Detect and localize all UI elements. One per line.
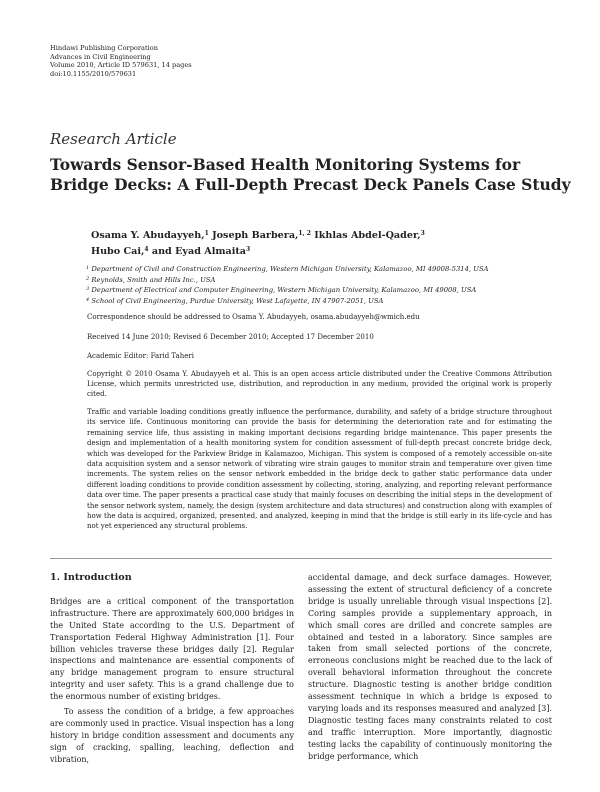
paragraph: Bridges are a critical component of the transportation infrastructure. There are approximately 600,000 bridges in the United State according to the U.S. Department of Transportation Federal Highway Administration [1]. Four billion vehicles traverse these bridges daily [2]. Regular inspections and maintenance are essential components of any bridge management program to ensure structural integrity and user safety. This is a grand challenge due to the enormous number of existing bridges. — [50, 596, 294, 702]
author-name: Ikhlas Abdel-Qader, — [310, 230, 421, 241]
journal-name: Advances in Civil Engineering — [50, 52, 151, 61]
author-affil: 1 — [204, 230, 209, 237]
author-list — [91, 228, 521, 259]
affiliation-number: 2 — [86, 275, 90, 282]
author-name: Hubo Cai, — [91, 245, 145, 257]
affiliation — [86, 264, 556, 275]
right-column — [308, 572, 552, 763]
affiliation — [86, 285, 556, 296]
correspondence: Correspondence should be addressed to Osama Y. Abudayyeh, osama.abudayyeh@wmich.edu — [87, 313, 420, 321]
doi: doi:10.1155/2010/579631 — [50, 69, 137, 78]
title-line-1: Towards Sensor-Based Health Monitoring Systems for — [50, 155, 521, 174]
paragraph: accidental damage, and deck surface damages. However, assessing the extent of structural deficiency of a concrete bridge is usually unreliable through visual inspections [2]. Coring samples provide a supplementary approach, in which small cores are drilled and concrete samples are obtained and tested in a laboratory. Since samples are taken from small selected portions of the concrete, erroneous conclusions might be reached due to the lack of overall behavioral information throughout the concrete structure. Diagnostic testing is another bridge condition assessment technique in which a bridge is exposed to varying loads and its responses measured and analyzed [3]. Diagnostic testing faces many constraints related to cost and traffic interruption. More importantly, diagnostic testing lacks the capability of continuously monitoring the bridge performance, which — [308, 573, 552, 761]
affiliation-text: Department of Civil and Construction Engineering, Western Michigan University, Kalamazoo, MI 49008-5314, USA — [91, 265, 489, 273]
dates: Received 14 June 2010; Revised 6 December 2010; Accepted 17 December 2010 — [87, 333, 374, 341]
paper-title — [50, 155, 570, 195]
author-affil: 3 — [246, 245, 251, 253]
affiliation-number: 1 — [86, 265, 90, 271]
title-line-2: Bridge Decks: A Full-Depth Precast Deck Panels Case Study — [50, 175, 571, 194]
author-affil: 4 — [144, 245, 149, 253]
author-name: Osama Y. Abudayyeh, — [91, 230, 205, 241]
author-line-1 — [91, 228, 521, 244]
volume-info: Volume 2010, Article ID 579631, 14 pages — [50, 61, 192, 70]
affiliation — [86, 275, 556, 286]
abstract: Traffic and variable loading conditions greatly influence the performance, durability, and safety of a bridge structure throughout its service life. Continuous monitoring can provide the basis for determining the deterioration rate and for estimating the remaining service life, thus assisting in making important decisions regarding bridge maintenance. This paper presents the design and implementation of a health monitoring system for condition assessment of full-depth precast concrete bridge deck, which was developed for the Parkview Bridge in Kalamazoo, Michigan. This system is composed of a remotely accessible on-site data acquisition system and a sensor network of vibrating wire strain gauges to monitor strain and temperature over given time increments. The system relies on the sensor network embedded in the bridge deck to gather static performance data under different loading conditions to provide condition assessment by collecting, storing, analyzing, and reporting relevant performance data over time. The paper presents a practical case study that mainly focuses on describing the initial steps in the development of the sensor network system, namely, the design (system architecture and data structures) and construction along with examples of how the data is acquired, organized, presented, and analyzed, keeping in mind that the bridge is still early in its life-cycle and has not yet experienced any structural problems. — [87, 408, 552, 531]
academic-editor: Academic Editor: Farid Taheri — [87, 352, 194, 360]
affiliation-text: Department of Electrical and Computer Engineering, Western Michigan University, Kalamazoo, MI 49008, USA — [91, 286, 477, 294]
affiliations — [86, 264, 556, 306]
affiliation — [86, 296, 556, 307]
affiliation-text: School of Civil Engineering, Purdue University, West Lafayette, IN 47907-2051, USA — [91, 296, 384, 305]
publisher: Hindawi Publishing Corporation — [50, 44, 158, 52]
affiliation-text: Reynolds, Smith and Hills Inc., USA — [91, 275, 216, 284]
article-type: Research Article — [50, 130, 177, 148]
author-name: Joseph Barbera, — [208, 230, 299, 241]
affiliation-number: 4 — [86, 296, 90, 303]
affiliation-number: 3 — [86, 286, 90, 292]
author-affil: 1, 2 — [298, 230, 311, 237]
section-divider — [50, 558, 552, 559]
section-heading: 1. Introduction — [50, 572, 132, 583]
journal-info — [50, 44, 192, 78]
paragraph: To assess the condition of a bridge, a few approaches are commonly used in practice. Visual inspection has a long history in bridge condition assessment and documents any sign of cracking, spalling, leaching, deflection and vibration, — [50, 707, 294, 764]
author-affil: 3 — [420, 230, 425, 237]
author-name: and Eyad Almaita — [148, 245, 246, 257]
left-column — [50, 572, 294, 766]
copyright-notice: Copyright © 2010 Osama Y. Abudayyeh et al. This is an open access article distributed under the Creative Commons Attribution License, which permits unrestricted use, distribution, and reproduction in any medium, provided the original work is properly cited. — [87, 370, 552, 398]
author-line-2 — [91, 244, 521, 260]
